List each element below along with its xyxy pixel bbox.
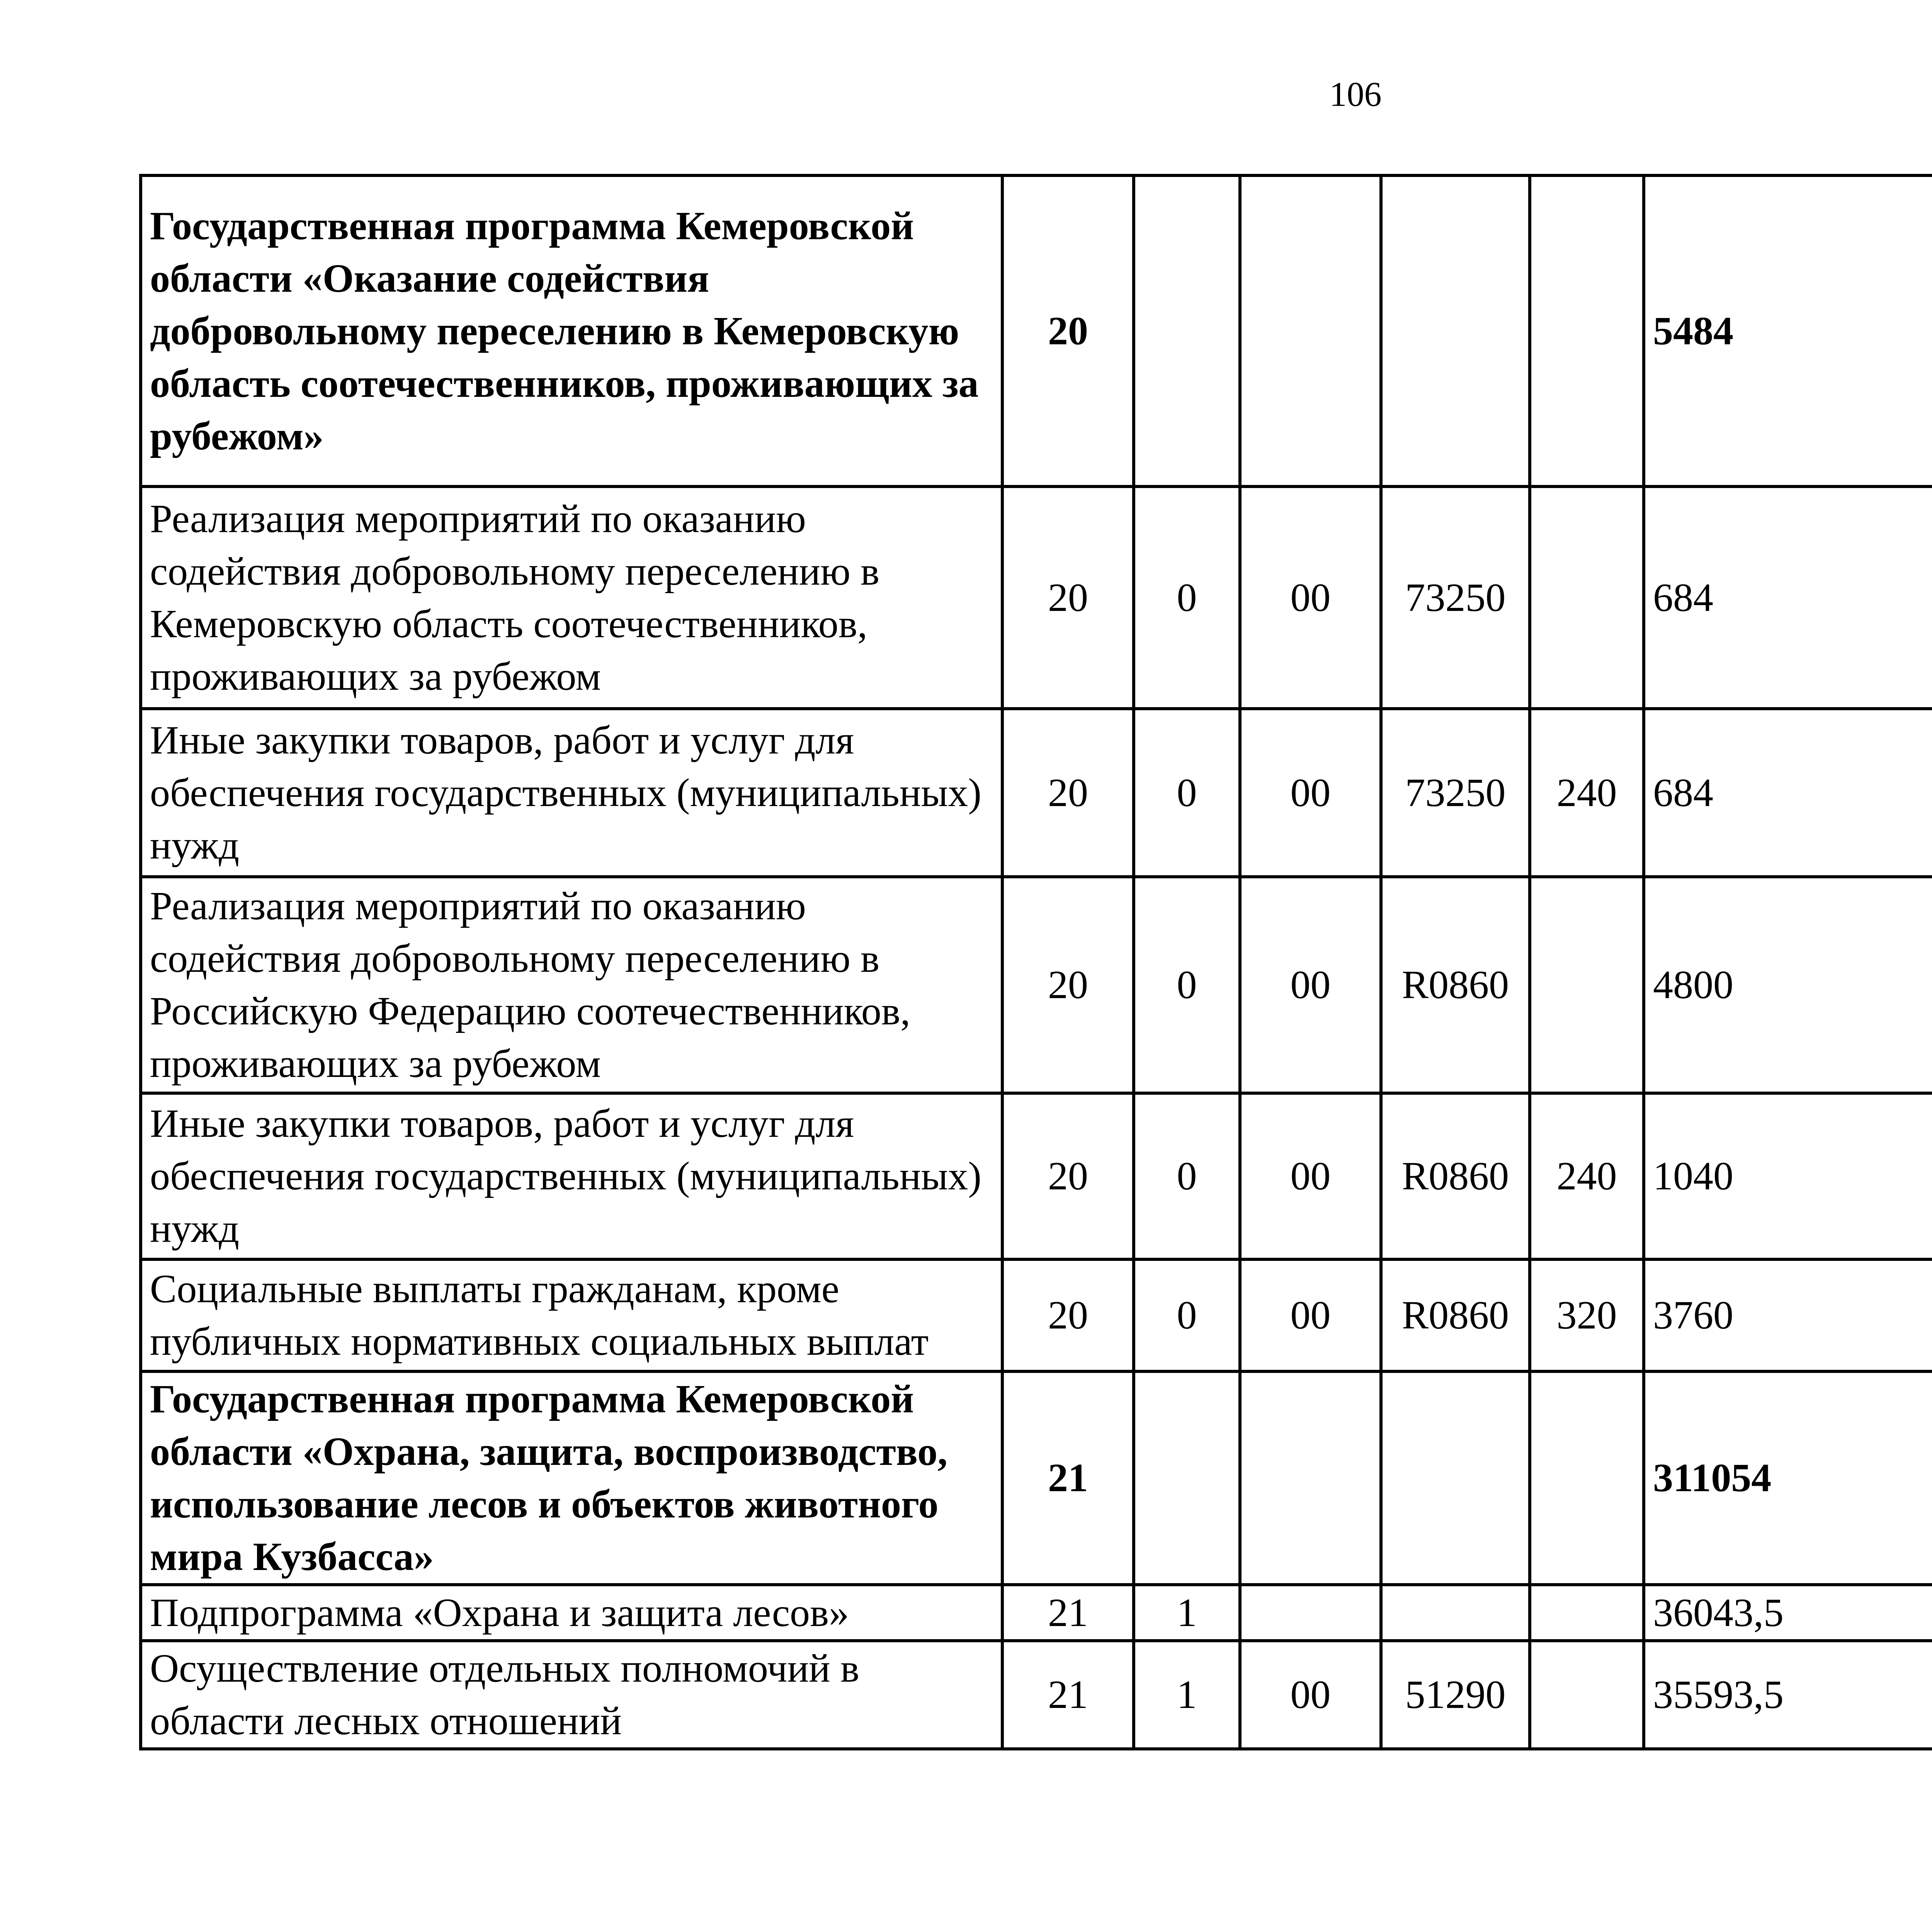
program-code-cell: 21 xyxy=(1002,1585,1134,1641)
expense-type-cell: 240 xyxy=(1530,709,1644,877)
expense-code-cell: R0860 xyxy=(1381,1093,1530,1259)
table-row xyxy=(141,709,1932,877)
table-row xyxy=(141,1259,1932,1371)
table-row xyxy=(141,1093,1932,1259)
program-code-cell: 20 xyxy=(1002,486,1134,709)
expense-type-cell xyxy=(1530,175,1644,486)
amount-year1-cell: 1040 xyxy=(1644,1093,1932,1259)
expense-type-cell xyxy=(1530,877,1644,1093)
expense-code-cell: 51290 xyxy=(1381,1641,1530,1749)
direction-code-cell xyxy=(1240,175,1381,486)
expense-type-cell: 320 xyxy=(1530,1259,1644,1371)
subprogram-code-cell: 0 xyxy=(1134,1093,1240,1259)
direction-code-cell: 00 xyxy=(1240,1093,1381,1259)
row-name-cell: Подпрограмма «Охрана и защита лесов» xyxy=(141,1585,1002,1641)
program-code-cell: 20 xyxy=(1002,877,1134,1093)
direction-code-cell: 00 xyxy=(1240,1259,1381,1371)
program-code-cell: 20 xyxy=(1002,1259,1134,1371)
table-row xyxy=(141,1371,1932,1585)
expense-type-cell xyxy=(1530,1585,1644,1641)
row-name-cell: Иные закупки товаров, работ и услуг для обеспечения государственных (муниципальных) нужд xyxy=(141,709,1002,877)
subprogram-code-cell: 1 xyxy=(1134,1585,1240,1641)
program-code-cell: 20 xyxy=(1002,175,1134,486)
row-name-cell: Реализация мероприятий по оказанию содействия добровольному переселению в Российскую Федерацию соотечественников, проживающих за рубежом xyxy=(141,877,1002,1093)
row-name-cell: Осуществление отдельных полномочий в области лесных отношений xyxy=(141,1641,1002,1749)
expense-type-cell xyxy=(1530,1641,1644,1749)
direction-code-cell xyxy=(1240,1371,1381,1585)
direction-code-cell: 00 xyxy=(1240,486,1381,709)
subprogram-code-cell xyxy=(1134,1371,1240,1585)
expense-type-cell: 240 xyxy=(1530,1093,1644,1259)
row-name-cell: Реализация мероприятий по оказанию содействия добровольному переселению в Кемеровскую область соотечественников, проживающих за рубежом xyxy=(141,486,1002,709)
budget-table xyxy=(139,174,1932,1750)
subprogram-code-cell xyxy=(1134,175,1240,486)
amount-year1-cell: 311054 xyxy=(1644,1371,1932,1585)
expense-type-cell xyxy=(1530,1371,1644,1585)
amount-year1-cell: 684 xyxy=(1644,486,1932,709)
amount-year1-cell: 5484 xyxy=(1644,175,1932,486)
table-body xyxy=(141,175,1932,1749)
direction-code-cell xyxy=(1240,1585,1381,1641)
direction-code-cell: 00 xyxy=(1240,877,1381,1093)
subprogram-code-cell: 0 xyxy=(1134,709,1240,877)
expense-code-cell: R0860 xyxy=(1381,877,1530,1093)
table-row xyxy=(141,486,1932,709)
table-row xyxy=(141,175,1932,486)
subprogram-code-cell: 0 xyxy=(1134,486,1240,709)
table-row xyxy=(141,1641,1932,1749)
subprogram-code-cell: 1 xyxy=(1134,1641,1240,1749)
table-row xyxy=(141,877,1932,1093)
direction-code-cell: 00 xyxy=(1240,709,1381,877)
program-code-cell: 20 xyxy=(1002,709,1134,877)
amount-year1-cell: 4800 xyxy=(1644,877,1932,1093)
expense-code-cell xyxy=(1381,1371,1530,1585)
expense-type-cell xyxy=(1530,486,1644,709)
subprogram-code-cell: 0 xyxy=(1134,1259,1240,1371)
subprogram-code-cell: 0 xyxy=(1134,877,1240,1093)
page-number: 106 xyxy=(1329,75,1382,114)
program-code-cell: 20 xyxy=(1002,1093,1134,1259)
row-name-cell: Социальные выплаты гражданам, кроме публичных нормативных социальных выплат xyxy=(141,1259,1002,1371)
amount-year1-cell: 35593,5 xyxy=(1644,1641,1932,1749)
expense-code-cell: 73250 xyxy=(1381,486,1530,709)
expense-code-cell: 73250 xyxy=(1381,709,1530,877)
expense-code-cell xyxy=(1381,1585,1530,1641)
expense-code-cell: R0860 xyxy=(1381,1259,1530,1371)
program-code-cell: 21 xyxy=(1002,1641,1134,1749)
amount-year1-cell: 36043,5 xyxy=(1644,1585,1932,1641)
direction-code-cell: 00 xyxy=(1240,1641,1381,1749)
amount-year1-cell: 684 xyxy=(1644,709,1932,877)
table-row xyxy=(141,1585,1932,1641)
amount-year1-cell: 3760 xyxy=(1644,1259,1932,1371)
row-name-cell: Государственная программа Кемеровской области «Охрана, защита, воспроизводство, использование лесов и объектов животного мира Кузбасса» xyxy=(141,1371,1002,1585)
row-name-cell: Государственная программа Кемеровской области «Оказание содействия добровольному переселению в Кемеровскую область соотечественников, проживающих за рубежом» xyxy=(141,175,1002,486)
program-code-cell: 21 xyxy=(1002,1371,1134,1585)
expense-code-cell xyxy=(1381,175,1530,486)
row-name-cell: Иные закупки товаров, работ и услуг для обеспечения государственных (муниципальных) нужд xyxy=(141,1093,1002,1259)
